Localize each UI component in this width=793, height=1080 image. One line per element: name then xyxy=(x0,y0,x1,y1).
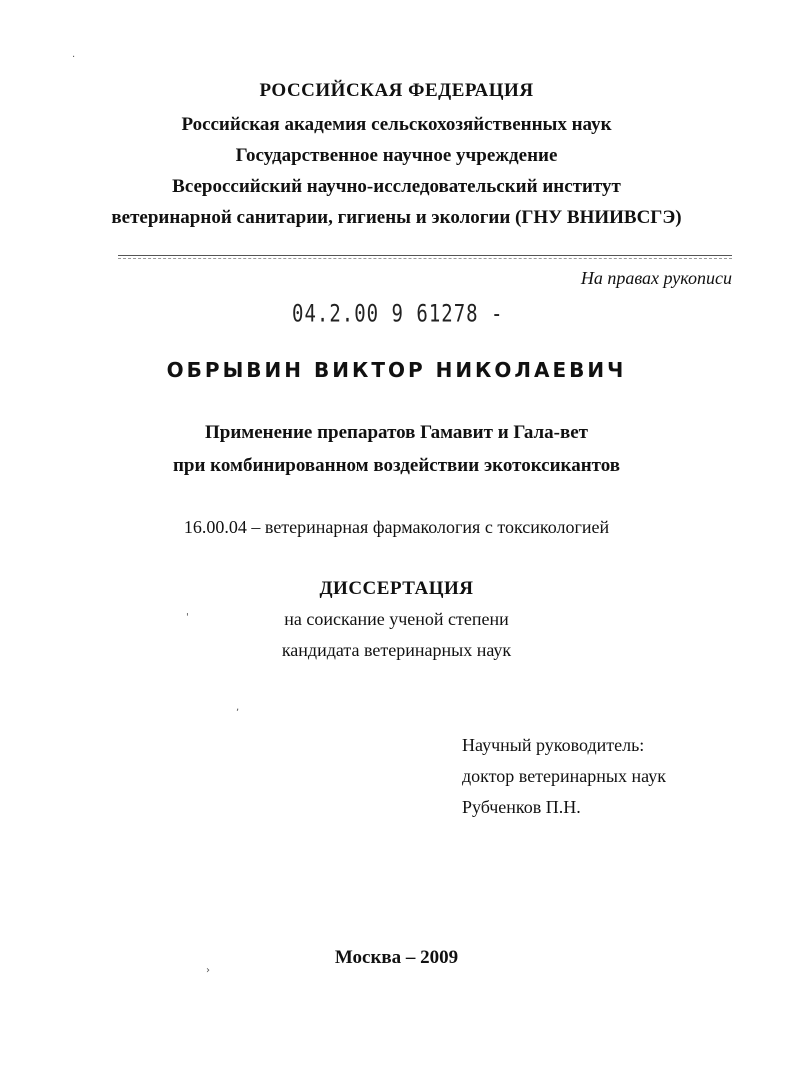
header-institute-line2: ветеринарной санитарии, гигиены и экологии (ГНУ ВНИИВСГЭ) xyxy=(111,207,682,228)
scan-speck: · xyxy=(72,52,76,63)
author-name: ОБРЫВИН ВИКТОР НИКОЛАЕВИЧ xyxy=(166,358,627,382)
degree-purpose-line2: кандидата ветеринарных наук xyxy=(281,640,512,660)
degree-purpose-line1: на соискание ученой степени xyxy=(284,609,509,629)
title-line1: Применение препаратов Гамавит и Гала-вет xyxy=(204,422,589,443)
document-type: ДИССЕРТАЦИЯ xyxy=(319,578,474,599)
header-academy: Российская академия сельскохозяйственных наук xyxy=(181,114,612,135)
title-line2: при комбинированном воздействии экотоксикантов xyxy=(172,455,621,476)
manuscript-note: На правах рукописи xyxy=(580,268,732,288)
specialty-code: 16.00.04 – ветеринарная фармакология с токсикологией xyxy=(183,517,610,537)
scan-speck: ' xyxy=(186,612,189,623)
advisor-degree: доктор ветеринарных наук xyxy=(462,766,666,786)
header-institute-line1: Всероссийский научно-исследовательский институт xyxy=(172,176,621,197)
city-year: Москва – 2009 xyxy=(334,947,459,968)
scan-speck: , xyxy=(236,702,240,713)
header-divider xyxy=(118,255,732,256)
header-country: РОССИЙСКАЯ ФЕДЕРАЦИЯ xyxy=(259,80,534,101)
scan-speck: › xyxy=(206,965,210,976)
header-divider-shadow xyxy=(118,258,732,259)
advisor-name: Рубченков П.Н. xyxy=(462,797,581,817)
advisor-role: Научный руководитель: xyxy=(462,735,645,755)
header-institution-type: Государственное научное учреждение xyxy=(235,145,558,166)
registration-stamp: 04.2.00 9 61278 - xyxy=(292,300,504,328)
